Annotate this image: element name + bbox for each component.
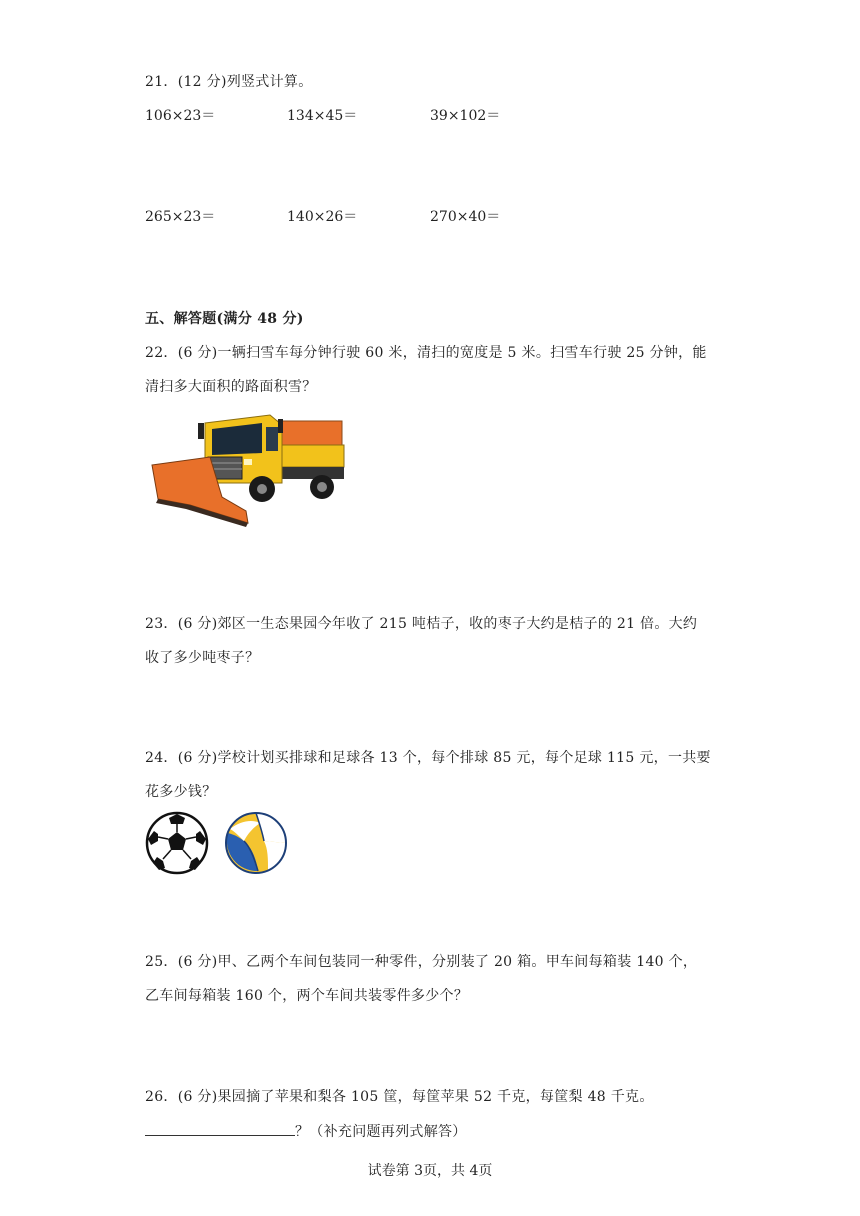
q25-line-2: 乙车间每箱装 160 个，两个车间共装零件多少个？ — [145, 988, 469, 1004]
section-5-title: 五、解答题(满分 48 分) — [145, 311, 304, 327]
q24-line-1: 24．(6 分)学校计划买排球和足球各 13 个，每个排球 85 元，每个足球 115 元，一共要 — [145, 750, 711, 766]
q22-line-1: 22．(6 分)一辆扫雪车每分钟行驶 60 米，清扫的宽度是 5 米。扫雪车行驶 25 分钟，能 — [145, 345, 707, 361]
q21-eq-6: 270×40＝ — [430, 209, 501, 225]
page-footer: 试卷第 3页，共 4页 — [367, 1163, 493, 1179]
volleyball-image — [224, 811, 288, 875]
q26-line-1: 26．(6 分)果园摘了苹果和梨各 105 筐，每筐苹果 52 千克，每筐梨 48 千克。 — [145, 1089, 654, 1105]
q25-line-1: 25．(6 分)甲、乙两个车间包装同一种零件，分别装了 20 箱。甲车间每箱装 140 个， — [145, 954, 698, 970]
q26-line-2 — [145, 1121, 467, 1142]
q21-eq-5: 140×26＝ — [287, 209, 358, 225]
q21-title: 21．(12 分)列竖式计算。 — [145, 74, 313, 90]
q21-eq-1: 106×23＝ — [145, 108, 216, 124]
q24-line-2: 花多少钱？ — [145, 784, 217, 800]
snowplow-truck-image — [150, 405, 346, 530]
q26-answer-blank[interactable] — [145, 1121, 295, 1136]
q21-eq-3: 39×102＝ — [430, 108, 501, 124]
soccer-ball-image — [145, 811, 209, 875]
q26-line-2-suffix: ？（补充问题再列式解答） — [295, 1124, 467, 1140]
q23-line-2: 收了多少吨枣子？ — [145, 650, 260, 666]
q21-eq-2: 134×45＝ — [287, 108, 358, 124]
q21-eq-4: 265×23＝ — [145, 209, 216, 225]
q22-line-2: 清扫多大面积的路面积雪？ — [145, 379, 317, 395]
q23-line-1: 23．(6 分)郊区一生态果园今年收了 215 吨桔子，收的枣子大约是桔子的 21 倍。大约 — [145, 616, 698, 632]
